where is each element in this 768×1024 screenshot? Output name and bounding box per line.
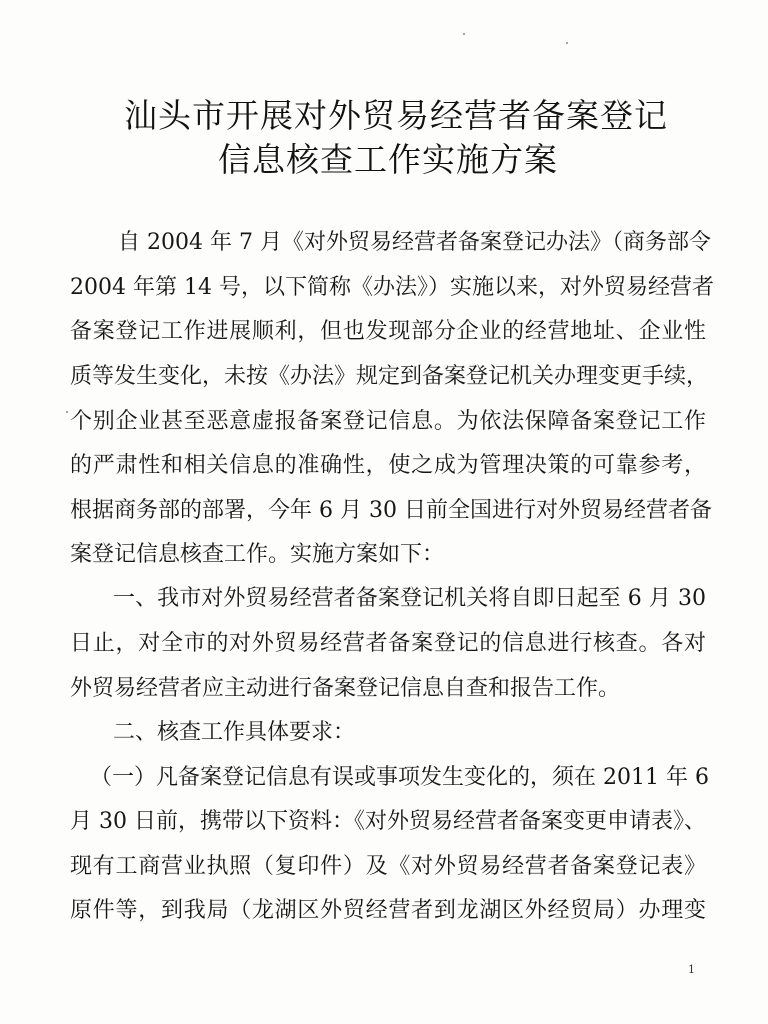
section-1-line-3: 外贸易经营者应主动进行备案登记信息自查和报告工作。 — [70, 676, 621, 701]
item-1-line-4: 原件等，到我局（龙湖区外贸经营者到龙湖区外经贸局）办理变 — [70, 898, 706, 923]
document-title-line-2: 信息核查工作实施方案 — [218, 140, 558, 179]
page-number: 1 — [688, 963, 695, 976]
document-title-line-1: 汕头市开展对外贸易经营者备案登记 — [124, 96, 668, 135]
item-1-line-2: 月 30 日前，携带以下资料：《对外贸易经营者备案变更申请表》、 — [70, 809, 706, 834]
paragraph-line-7: 根据商务部的部署，今年 6 月 30 日前全国进行对外贸易经营者备 — [70, 498, 712, 523]
paragraph-line-5: 个别企业甚至恶意虚报备案登记信息。为依法保障备案登记工作 — [70, 409, 706, 434]
paragraph-line-2: 2004 年第 14 号，以下简称《办法》）实施以来，对外贸易经营者 — [70, 275, 714, 300]
scan-speck — [66, 411, 68, 413]
scan-speck — [566, 42, 568, 44]
paragraph-line-6: 的严肃性和相关信息的准确性，使之成为管理决策的可靠参考， — [70, 453, 706, 478]
scan-speck — [463, 33, 465, 35]
section-1-line-2: 日止，对全市的对外贸易经营者备案登记的信息进行核查。各对 — [70, 631, 706, 656]
paragraph-line-3: 备案登记工作进展顺利，但也发现部分企业的经营地址、企业性 — [70, 319, 706, 344]
paragraph-line-1: 自 2004 年 7 月《对外贸易经营者备案登记办法》（商务部令 — [118, 230, 711, 255]
section-2-heading: 二、核查工作具体要求： — [113, 720, 356, 745]
paragraph-line-8: 案登记信息核查工作。实施方案如下： — [70, 542, 445, 567]
paragraph-line-4: 质等发生变化，未按《办法》规定到备案登记机关办理变更手续， — [70, 364, 709, 389]
item-1-line-1: （一）凡备案登记信息有误或事项发生变化的，须在 2011 年 6 — [90, 765, 709, 790]
item-1-line-3: 现有工商营业执照（复印件）及《对外贸易经营者备案登记表》 — [70, 854, 706, 879]
section-1-line-1: 一、我市对外贸易经营者备案登记机关将自即日起至 6 月 30 — [113, 586, 706, 611]
